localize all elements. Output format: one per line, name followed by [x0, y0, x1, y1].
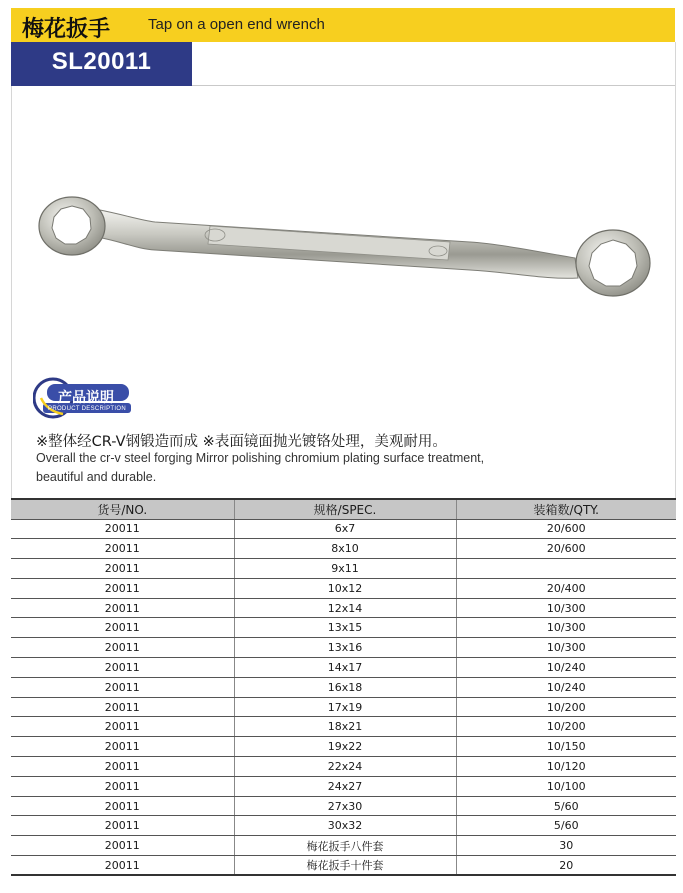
- cell-spec: 梅花扳手八件套: [234, 836, 456, 856]
- cell-no: 20011: [11, 677, 234, 697]
- features-en-line-2: beautiful and durable.: [36, 470, 157, 484]
- cell-qty: 10/300: [456, 598, 676, 618]
- table-row: [11, 638, 676, 658]
- model-code: SL20011: [51, 48, 152, 75]
- cell-qty: 30: [456, 836, 676, 856]
- cell-spec: 梅花扳手十件套: [234, 856, 456, 876]
- table-row: [11, 559, 676, 579]
- cell-spec: 13x16: [234, 638, 456, 658]
- cell-spec: 9x11: [234, 559, 456, 579]
- cell-no: 20011: [11, 856, 234, 876]
- column-header-spec: 规格/SPEC.: [234, 499, 456, 519]
- product-title-en: Tap on a open end wrench: [148, 16, 325, 33]
- cell-qty: 20/600: [456, 539, 676, 559]
- cell-qty: 10/150: [456, 737, 676, 757]
- cell-qty: 10/200: [456, 717, 676, 737]
- table-row: [11, 816, 676, 836]
- cell-spec: 8x10: [234, 539, 456, 559]
- table-row: [11, 757, 676, 777]
- cell-spec: 17x19: [234, 697, 456, 717]
- cell-spec: 27x30: [234, 796, 456, 816]
- frame-border-left: [11, 86, 12, 498]
- column-header-no: 货号/NO.: [11, 499, 234, 519]
- cell-qty: 5/60: [456, 816, 676, 836]
- table-row: [11, 776, 676, 796]
- product-title-cn: 梅花扳手: [22, 17, 111, 42]
- table-row: [11, 737, 676, 757]
- table-row: [11, 677, 676, 697]
- cell-spec: 18x21: [234, 717, 456, 737]
- cell-spec: 14x17: [234, 658, 456, 678]
- cell-qty: 10/300: [456, 638, 676, 658]
- table-row: [11, 856, 676, 876]
- table-row: [11, 578, 676, 598]
- table-row: [11, 539, 676, 559]
- cell-spec: 30x32: [234, 816, 456, 836]
- cell-no: 20011: [11, 697, 234, 717]
- features-cn: ※整体经CR-V钢锻造而成 ※表面镜面抛光镀铬处理，美观耐用。: [36, 434, 447, 450]
- cell-qty: 10/200: [456, 697, 676, 717]
- cell-qty: 10/300: [456, 618, 676, 638]
- cell-spec: 16x18: [234, 677, 456, 697]
- table-row: [11, 836, 676, 856]
- badge-label-cn: 产品说明: [58, 390, 114, 406]
- cell-qty: 10/100: [456, 776, 676, 796]
- cell-spec: 10x12: [234, 578, 456, 598]
- wrench-image: [30, 180, 660, 310]
- table-row: [11, 717, 676, 737]
- cell-no: 20011: [11, 618, 234, 638]
- cell-qty: 10/120: [456, 757, 676, 777]
- cell-no: 20011: [11, 539, 234, 559]
- cell-spec: 13x15: [234, 618, 456, 638]
- cell-no: 20011: [11, 559, 234, 579]
- cell-spec: 22x24: [234, 757, 456, 777]
- cell-qty: 20/400: [456, 578, 676, 598]
- column-header-qty: 装箱数/QTY.: [456, 499, 676, 519]
- cell-no: 20011: [11, 737, 234, 757]
- table-row: [11, 658, 676, 678]
- cell-no: 20011: [11, 638, 234, 658]
- spec-table: [11, 498, 676, 876]
- cell-spec: 6x7: [234, 519, 456, 539]
- table-row: [11, 618, 676, 638]
- cell-no: 20011: [11, 757, 234, 777]
- cell-no: 20011: [11, 519, 234, 539]
- cell-spec: 19x22: [234, 737, 456, 757]
- frame-border-right: [675, 42, 676, 498]
- cell-no: 20011: [11, 776, 234, 796]
- cell-qty: 20: [456, 856, 676, 876]
- cell-no: 20011: [11, 836, 234, 856]
- table-row: [11, 697, 676, 717]
- cell-qty: [456, 559, 676, 579]
- table-header-row: [11, 499, 676, 519]
- cell-no: 20011: [11, 717, 234, 737]
- title-bar: [11, 8, 675, 42]
- features-en-line-1: Overall the cr-v steel forging Mirror polishing chromium plating surface treatment,: [36, 451, 485, 465]
- cell-no: 20011: [11, 816, 234, 836]
- wrench-shape: [39, 197, 650, 296]
- cell-spec: 12x14: [234, 598, 456, 618]
- table-row: [11, 519, 676, 539]
- cell-no: 20011: [11, 658, 234, 678]
- table-row: [11, 796, 676, 816]
- cell-no: 20011: [11, 796, 234, 816]
- cell-qty: 20/600: [456, 519, 676, 539]
- table-row: [11, 598, 676, 618]
- cell-no: 20011: [11, 578, 234, 598]
- cell-qty: 5/60: [456, 796, 676, 816]
- cell-qty: 10/240: [456, 677, 676, 697]
- badge-label-en: PRODUCT DESCRIPTION: [48, 406, 126, 412]
- header-divider: [192, 85, 675, 86]
- cell-qty: 10/240: [456, 658, 676, 678]
- cell-no: 20011: [11, 598, 234, 618]
- table-body: [11, 519, 676, 875]
- cell-spec: 24x27: [234, 776, 456, 796]
